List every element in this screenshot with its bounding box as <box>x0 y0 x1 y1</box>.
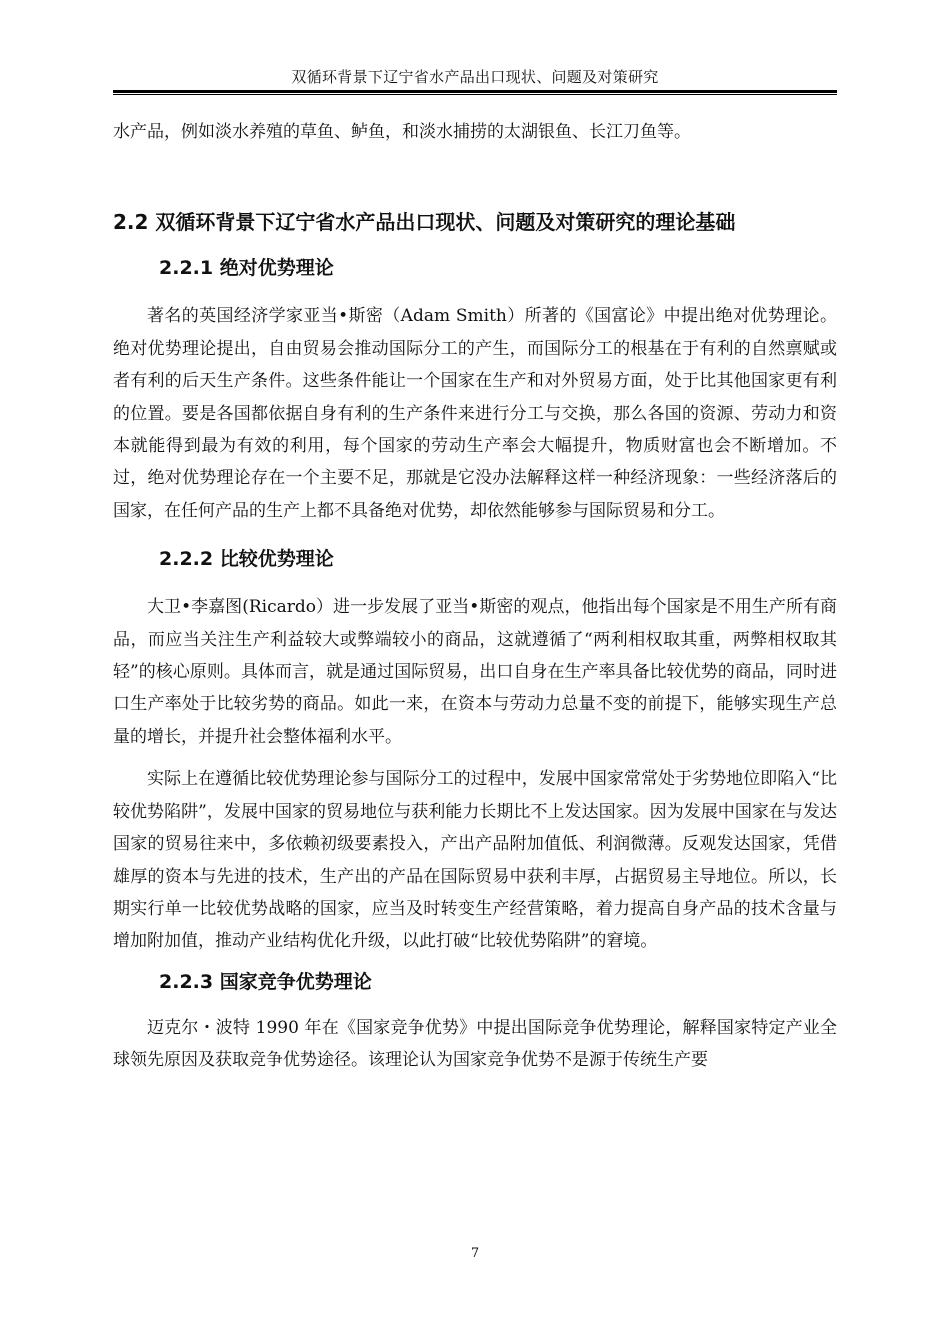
comparative-advantage-paragraph-1: 大卫•李嘉图(Ricardo）进一步发展了亚当•斯密的观点，他指出每个国家是不用生产所有商品，而应当关注生产利益较大或弊端较小的商品，这就遵循了“两利相权取其重，两弊相权取其轻”的核心原则。具体而言，就是通过国际贸易，出口自身在生产率具备比较优势的商品，同时进口生产率处于比较劣势的商品。如此一来，在资本与劳动力总量不变的前提下，能够实现生产总量的增长，并提升社会整体福利水平。 <box>113 597 837 747</box>
page-number: 7 <box>470 1246 480 1261</box>
national-competitive-advantage-paragraph: 迈克尔・波特 1990 年在《国家竞争优势》中提出国际竞争优势理论，解释国家特定产业全球领先原因及获取竞争优势途径。该理论认为国家竞争优势不是源于传统生产要 <box>113 1017 837 1071</box>
section-2-2-heading: 2.2 双循环背景下辽宁省水产品出口现状、问题及对策研究的理论基础 <box>113 210 736 235</box>
page-body <box>113 116 837 1077</box>
header-double-rule <box>113 90 837 95</box>
section-2-2-3-heading: 2.2.3 国家竞争优势理论 <box>159 970 372 993</box>
comparative-advantage-paragraph-2: 实际上在遵循比较优势理论参与国际分工的过程中，发展中国家常常处于劣势地位即陷入“比较优势陷阱”，发展中国家的贸易地位与获利能力长期比不上发达国家。因为发展中国家在与发达国家的贸易往来中，多依赖初级要素投入，产出产品附加值低、利润微薄。反观发达国家，凭借雄厚的资本与先进的技术，生产出的产品在国际贸易中获利丰厚，占据贸易主导地位。所以，长期实行单一比较优势战略的国家，应当及时转变生产经营策略，着力提高自身产品的技术含量与增加附加值，推动产业结构优化升级，以此打破“比较优势陷阱”的窘境。 <box>113 769 837 952</box>
running-header: 双循环背景下辽宁省水产品出口现状、问题及对策研究 <box>291 68 659 86</box>
absolute-advantage-paragraph: 著名的英国经济学家亚当•斯密（Adam Smith）所著的《国富论》中提出绝对优势理论。绝对优势理论提出，自由贸易会推动国际分工的产生，而国际分工的根基在于有利的自然禀赋或者有利的后天生产条件。这些条件能让一个国家在生产和对外贸易方面，处于比其他国家更有利的位置。要是各国都依据自身有利的生产条件来进行分工与交换，那么各国的资源、劳动力和资本就能得到最为有效的利用，每个国家的劳动生产率会大幅提升，物质财富也会不断增加。不过，绝对优势理论存在一个主要不足，那就是它没办法解释这样一种经济现象：一些经济落后的国家，在任何产品的生产上都不具备绝对优势，却依然能够参与国际贸易和分工。 <box>113 306 837 521</box>
intro-continuation-paragraph: 水产品，例如淡水养殖的草鱼、鲈鱼，和淡水捕捞的太湖银鱼、长江刀鱼等。 <box>113 122 691 142</box>
section-2-2-2-heading: 2.2.2 比较优势理论 <box>159 548 334 571</box>
section-2-2-1-heading: 2.2.1 绝对优势理论 <box>159 257 334 280</box>
